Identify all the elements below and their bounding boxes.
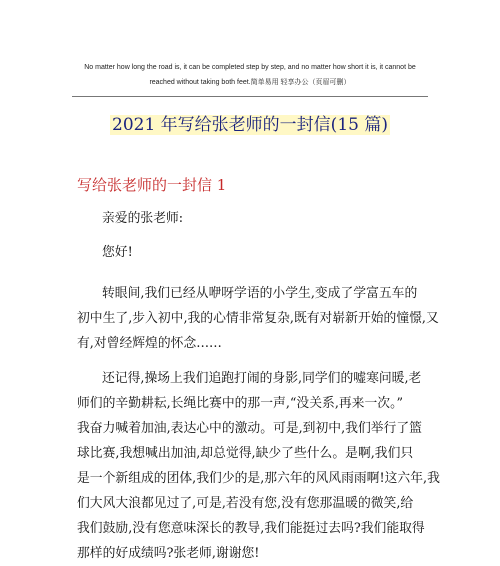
paragraph-1 xyxy=(77,281,445,356)
paragraph-line: 是一个新组成的团体,我们少的是,那六年的风风雨雨啊!这六年,我 xyxy=(77,471,440,486)
page-header-note xyxy=(70,60,430,90)
paragraph-line: 转眼间,我们已经从咿呀学语的小学生,变成了学富五车的 xyxy=(102,286,418,301)
header-divider xyxy=(72,96,428,97)
document-title-text: 2021 年写给张老师的一封信(15 篇) xyxy=(112,115,388,135)
paragraph-line: 那样的好成绩吗?张老师,谢谢您! xyxy=(77,546,260,561)
section-heading: 写给张老师的一封信 1 xyxy=(77,176,227,194)
paragraph-line: 我奋力喊着加油,表达心中的激动。可是,到初中,我们举行了篮 xyxy=(77,421,422,436)
paragraph-line: 球比赛,我想喊出加油,却总觉得,缺少了些什么。是啊,我们只 xyxy=(77,446,414,461)
header-note-line-2: reached without taking both feet.简单易用 轻享办公（页眉可删） xyxy=(149,79,351,86)
paragraph-line: 还记得,操场上我们追跑打闹的身影,同学们的嘘寒问暖,老 xyxy=(102,371,422,386)
document-title xyxy=(0,113,500,137)
salutation-line: 亲爱的张老师: xyxy=(102,211,184,226)
greeting-line: 您好! xyxy=(102,245,133,260)
paragraph-line: 初中生了,步入初中,我的心情非常复杂,既有对崭新开始的憧憬,又 xyxy=(77,311,439,326)
paragraph-line: 有,对曾经辉煌的怀念…… xyxy=(77,336,222,351)
paragraph-2 xyxy=(77,366,445,566)
letter-salutation xyxy=(77,206,445,231)
paragraph-line: 我们鼓励,没有您意味深长的教导,我们能挺过去吗?我们能取得 xyxy=(77,521,425,536)
header-note-line-1: No matter how long the road is, it can be completed step by step, and no matter how short it is, it cannot be xyxy=(84,64,416,71)
letter-greeting xyxy=(77,240,445,265)
paragraph-line: 师们的辛勤耕耘,长绳比赛中的那一声,“没关系,再来一次。” xyxy=(77,396,404,411)
paragraph-line: 们大风大浪都见过了,可是,若没有您,没有您那温暖的微笑,给 xyxy=(77,496,414,511)
